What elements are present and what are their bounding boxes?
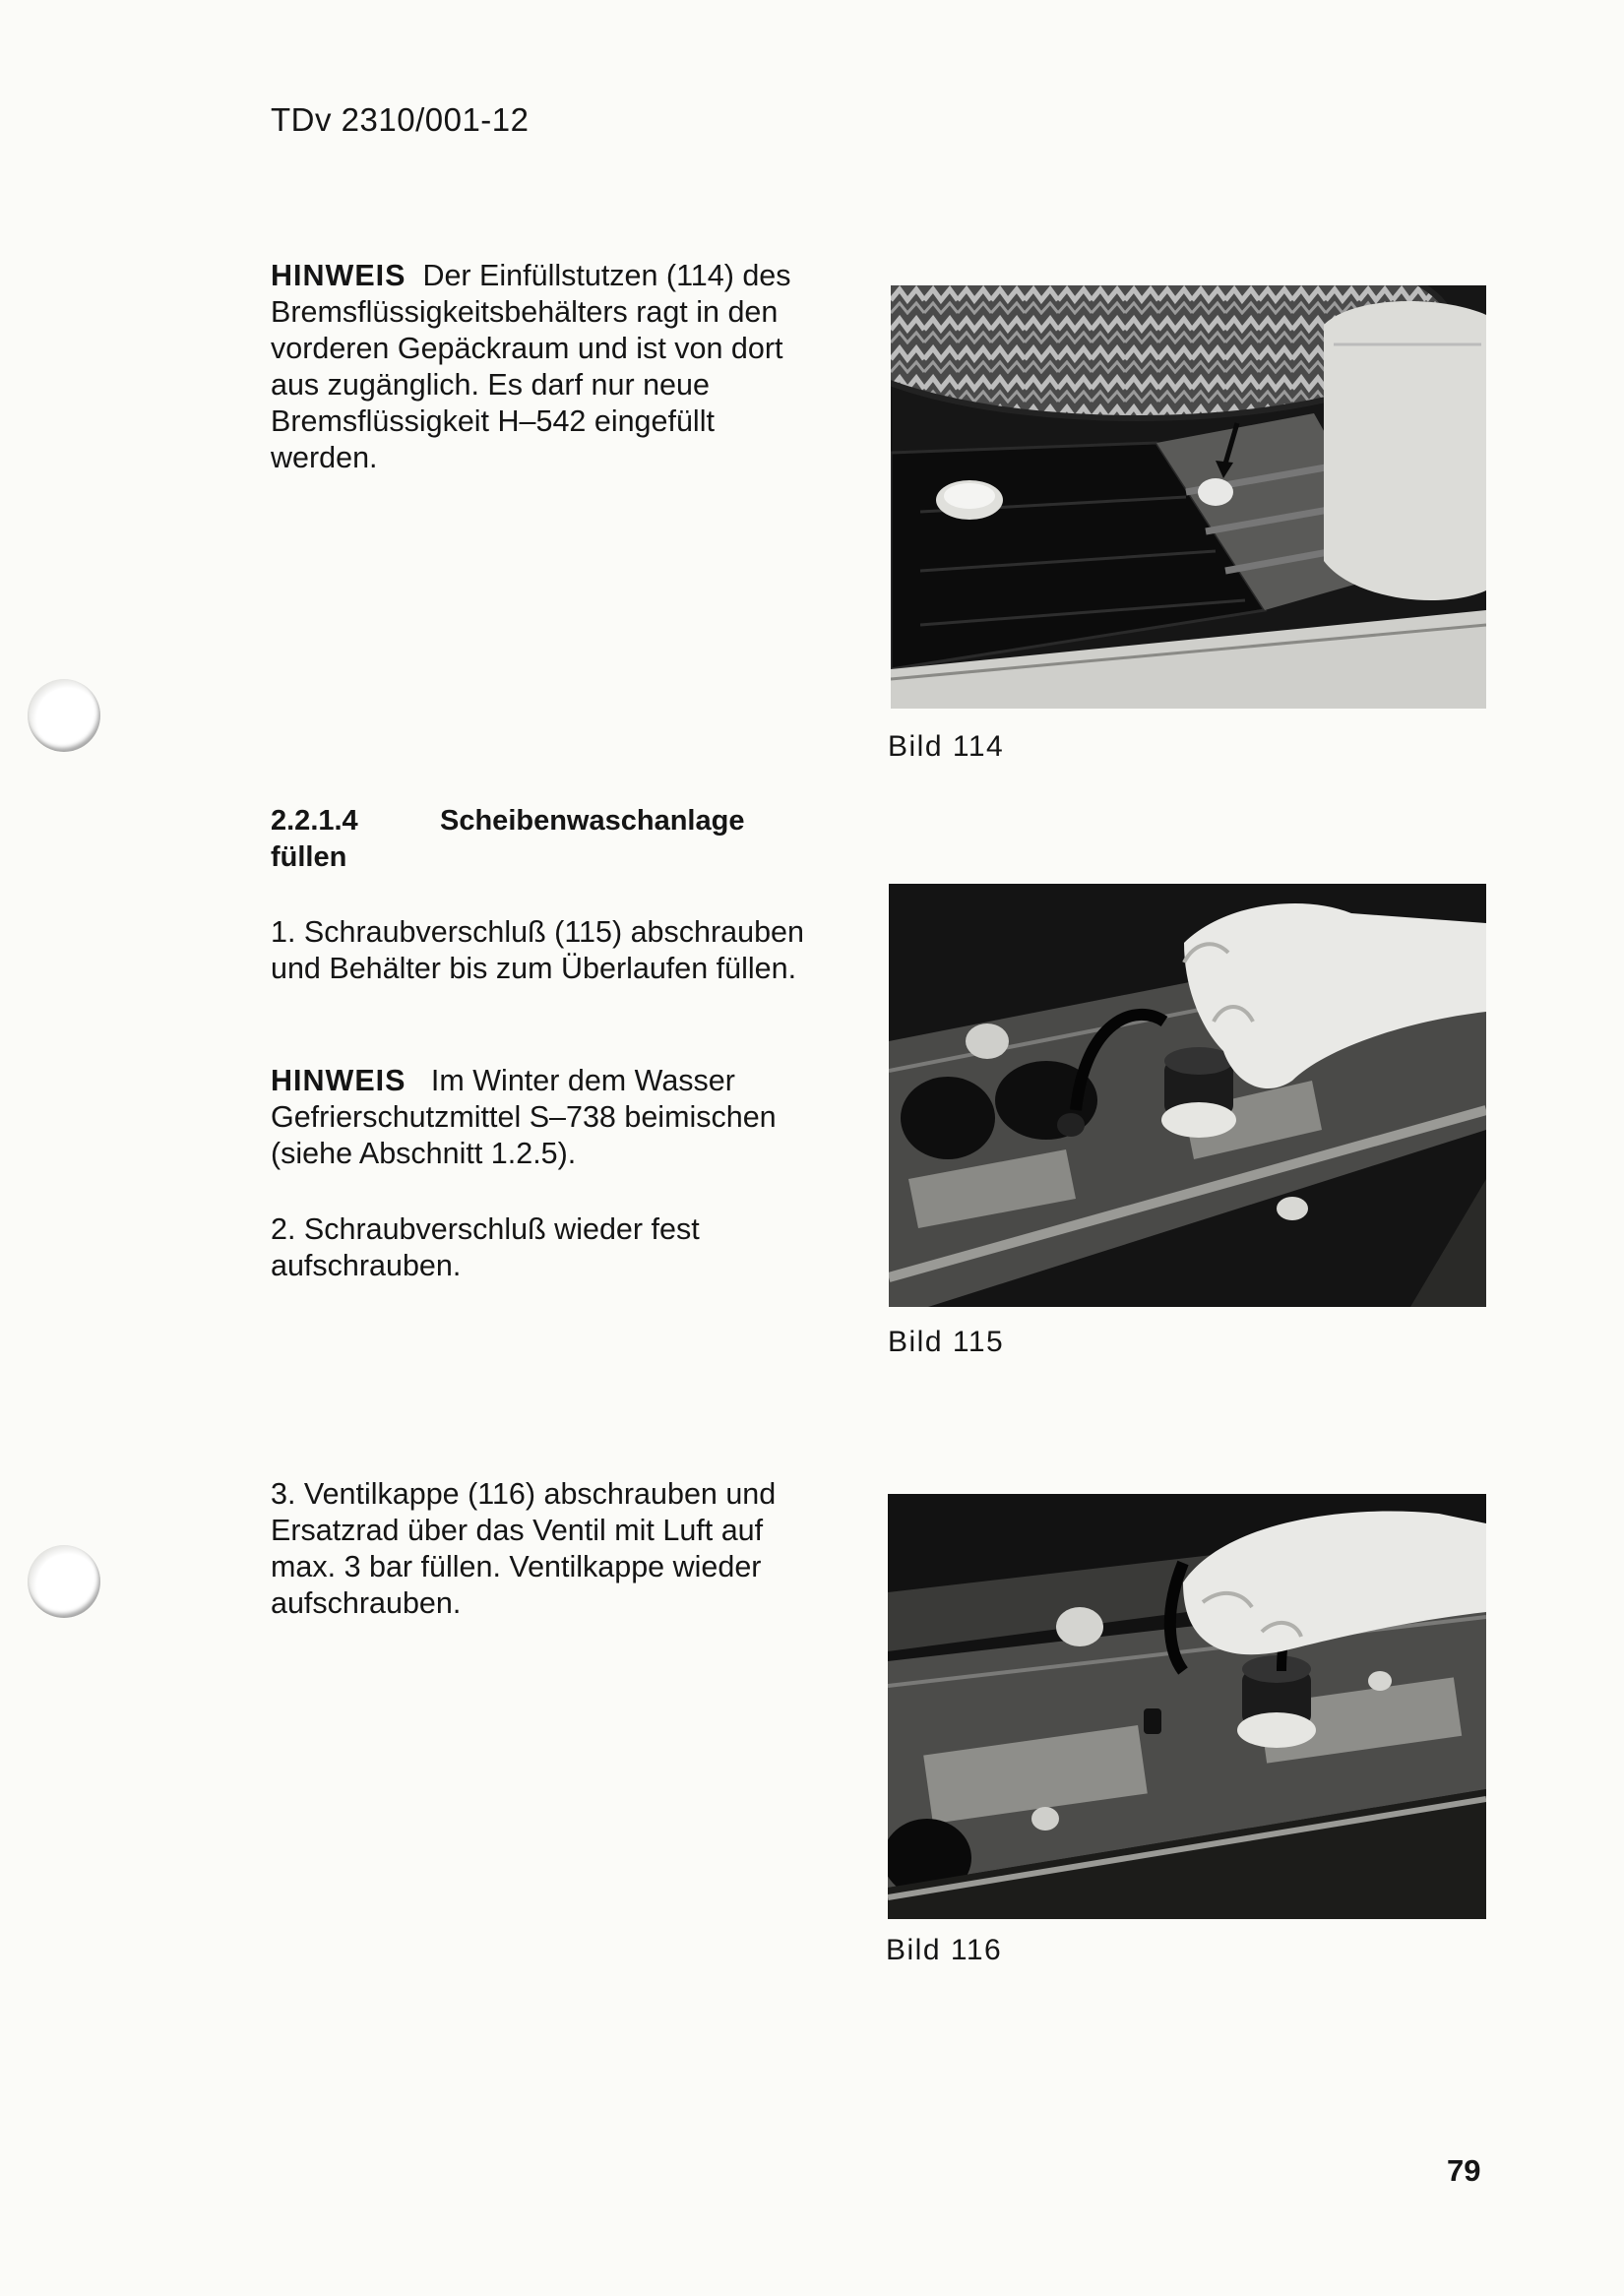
brake-fluid-note bbox=[271, 258, 822, 476]
figure-114-caption: Bild 114 bbox=[888, 730, 1005, 763]
section-title: Scheibenwaschanlage bbox=[440, 805, 745, 837]
figure-116-photo bbox=[888, 1494, 1486, 1919]
step-1: 1. Schraubverschluß (115) abschrauben und Behälter bis zum Überlaufen füllen. bbox=[271, 915, 804, 985]
step-2: 2. Schraubverschluß wieder fest aufschrauben. bbox=[271, 1212, 700, 1282]
figure-115-caption: Bild 115 bbox=[888, 1326, 1005, 1358]
antifreeze-note bbox=[271, 1063, 822, 1172]
note-label: HINWEIS bbox=[271, 1064, 406, 1097]
section-title-continued: füllen bbox=[271, 841, 347, 873]
note-label: HINWEIS bbox=[271, 259, 406, 292]
note-text: Der Einfüllstutzen (114) des Bremsflüssigkeitsbehälters ragt in den vorderen Gepäckraum und ist von dort aus zugänglich. Es darf nur neue Bremsflüssigkeit H–542 eingefüllt werden. bbox=[271, 259, 791, 474]
page-number: 79 bbox=[1447, 2153, 1481, 2188]
figure-116-caption: Bild 116 bbox=[886, 1934, 1003, 1966]
figure-115-photo bbox=[889, 884, 1486, 1307]
note-text: Im Winter dem Wasser Gefrierschutzmittel S–738 beimischen (siehe Abschnitt 1.2.5). bbox=[271, 1064, 777, 1170]
photo-114-illustration bbox=[891, 285, 1486, 709]
section-heading bbox=[271, 803, 822, 882]
binder-hole-bottom bbox=[28, 1545, 100, 1618]
photo-115-illustration bbox=[889, 884, 1486, 1307]
step-3: 3. Ventilkappe (116) abschrauben und Ersatzrad über das Ventil mit Luft auf max. 3 bar füllen. Ventilkappe wieder aufschrauben. bbox=[271, 1477, 777, 1620]
section-number: 2.2.1.4 bbox=[271, 805, 358, 837]
photo-116-illustration bbox=[888, 1494, 1486, 1919]
figure-114-photo bbox=[891, 285, 1486, 709]
document-code: TDv 2310/001-12 bbox=[271, 101, 530, 138]
binder-hole-top bbox=[28, 679, 100, 752]
